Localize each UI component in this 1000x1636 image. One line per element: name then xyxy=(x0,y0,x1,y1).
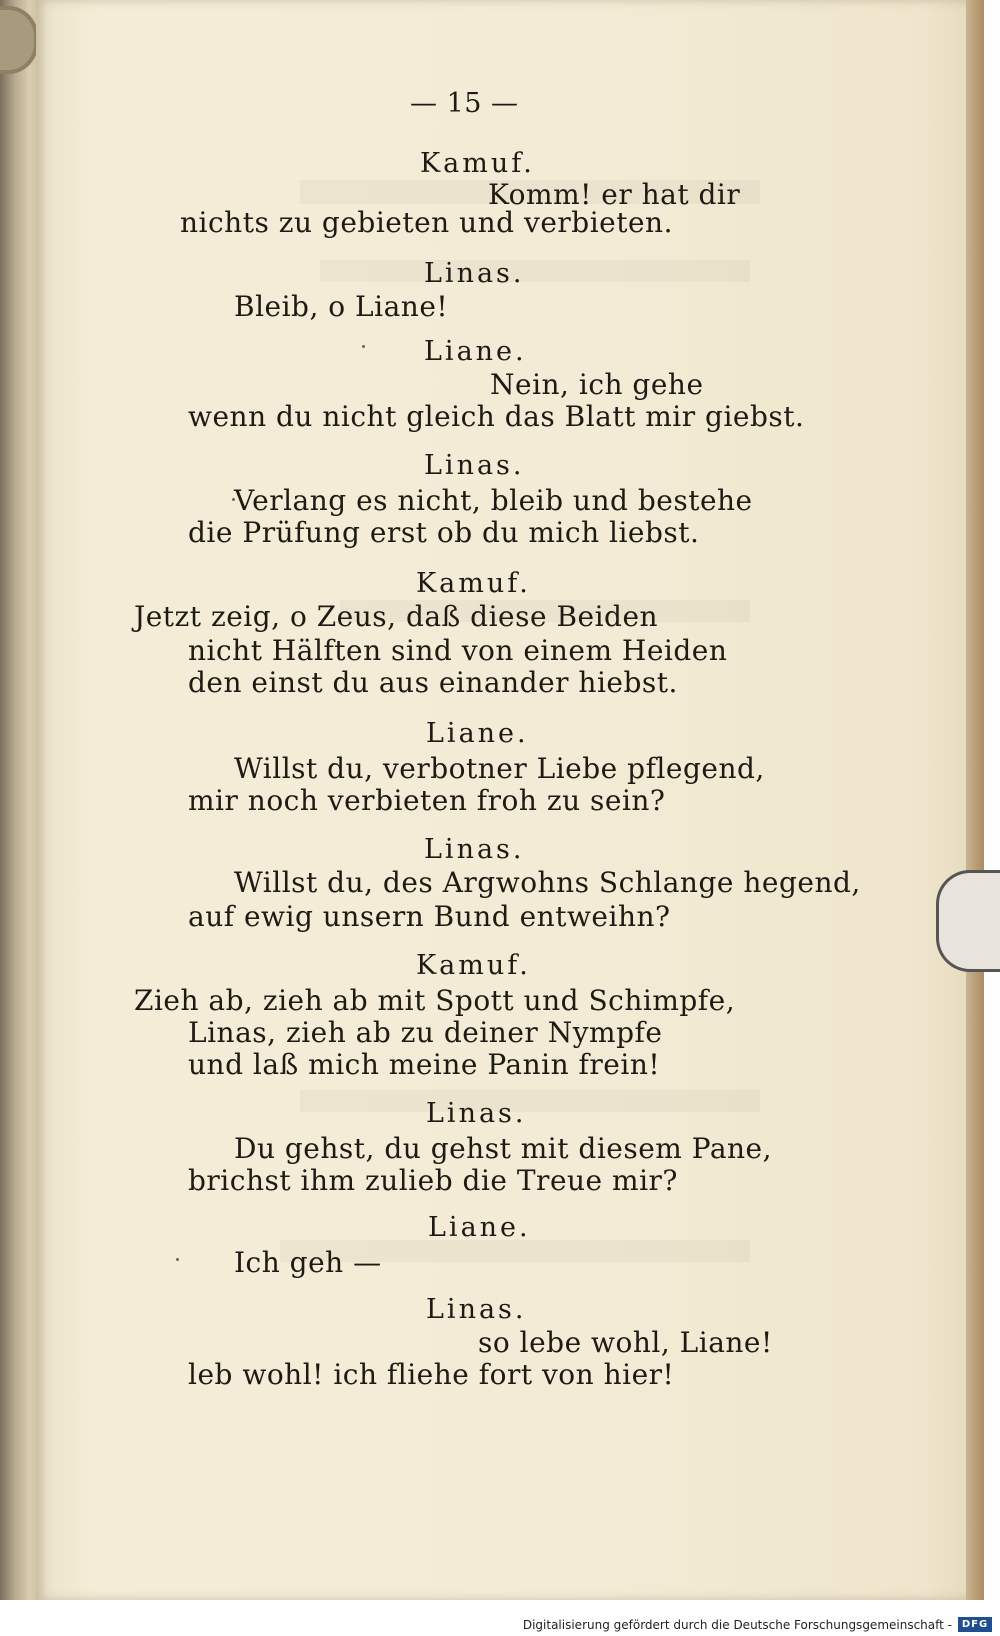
verse-line: Bleib, o Liane! xyxy=(234,290,449,323)
verse-line: die Prüfung erst ob du mich liebst. xyxy=(188,516,700,549)
speaker-name: Liane. xyxy=(426,718,529,749)
page-edge xyxy=(966,0,984,1600)
verse-line: Du gehst, du gehst mit diesem Pane, xyxy=(234,1132,773,1165)
speaker-name: Liane. xyxy=(424,336,527,367)
verse-line: auf ewig unsern Bund entweihn? xyxy=(188,900,671,933)
funding-credit: Digitalisierung gefördert durch die Deutsche Forschungsgemeinschaft - xyxy=(522,1618,952,1632)
verse-line: Willst du, verbotner Liebe pflegend, xyxy=(234,752,765,785)
verse-line: Zieh ab, zieh ab mit Spott und Schimpfe, xyxy=(134,984,736,1017)
speaker-name: Kamuf. xyxy=(416,568,531,599)
speaker-name: Linas. xyxy=(426,1294,527,1325)
verse-line: Willst du, des Argwohns Schlange hegend, xyxy=(234,866,861,899)
verse-line: brichst ihm zulieb die Treue mir? xyxy=(188,1164,678,1197)
page-number: — 15 — xyxy=(410,88,519,119)
verse-line: Verlang es nicht, bleib und bestehe xyxy=(234,484,753,517)
ink-speck xyxy=(362,345,365,348)
verse-line: Ich geh — xyxy=(234,1246,382,1279)
verse-line: so lebe wohl, Liane! xyxy=(478,1326,773,1359)
verse-line: und laß mich meine Panin frein! xyxy=(188,1048,661,1081)
verse-line: den einst du aus einander hiebst. xyxy=(188,666,678,699)
footer-bar xyxy=(0,1600,1000,1636)
ink-speck xyxy=(176,1258,179,1261)
verse-line: Komm! er hat dir xyxy=(488,178,741,211)
verse-line: nichts zu gebieten und verbieten. xyxy=(180,206,673,239)
verse-line: mir noch verbieten froh zu sein? xyxy=(188,784,666,817)
speaker-name: Kamuf. xyxy=(420,148,535,179)
speaker-name: Linas. xyxy=(426,1098,527,1129)
speaker-name: Linas. xyxy=(424,258,525,289)
speaker-name: Liane. xyxy=(428,1212,531,1243)
verse-line: Nein, ich gehe xyxy=(490,368,704,401)
speaker-name: Linas. xyxy=(424,450,525,481)
verse-line: leb wohl! ich fliehe fort von hier! xyxy=(188,1358,675,1391)
speaker-name: Kamuf. xyxy=(416,950,531,981)
verse-line: wenn du nicht gleich das Blatt mir giebst. xyxy=(188,400,805,433)
verse-line: Linas, zieh ab zu deiner Nympfe xyxy=(188,1016,663,1049)
verse-line: Jetzt zeig, o Zeus, daß diese Beiden xyxy=(134,600,659,633)
dfg-logo: DFG xyxy=(958,1617,992,1632)
binding-ring xyxy=(0,6,38,74)
speaker-name: Linas. xyxy=(424,834,525,865)
verse-line: nicht Hälften sind von einem Heiden xyxy=(188,634,728,667)
page-tab-marker xyxy=(936,870,1000,972)
